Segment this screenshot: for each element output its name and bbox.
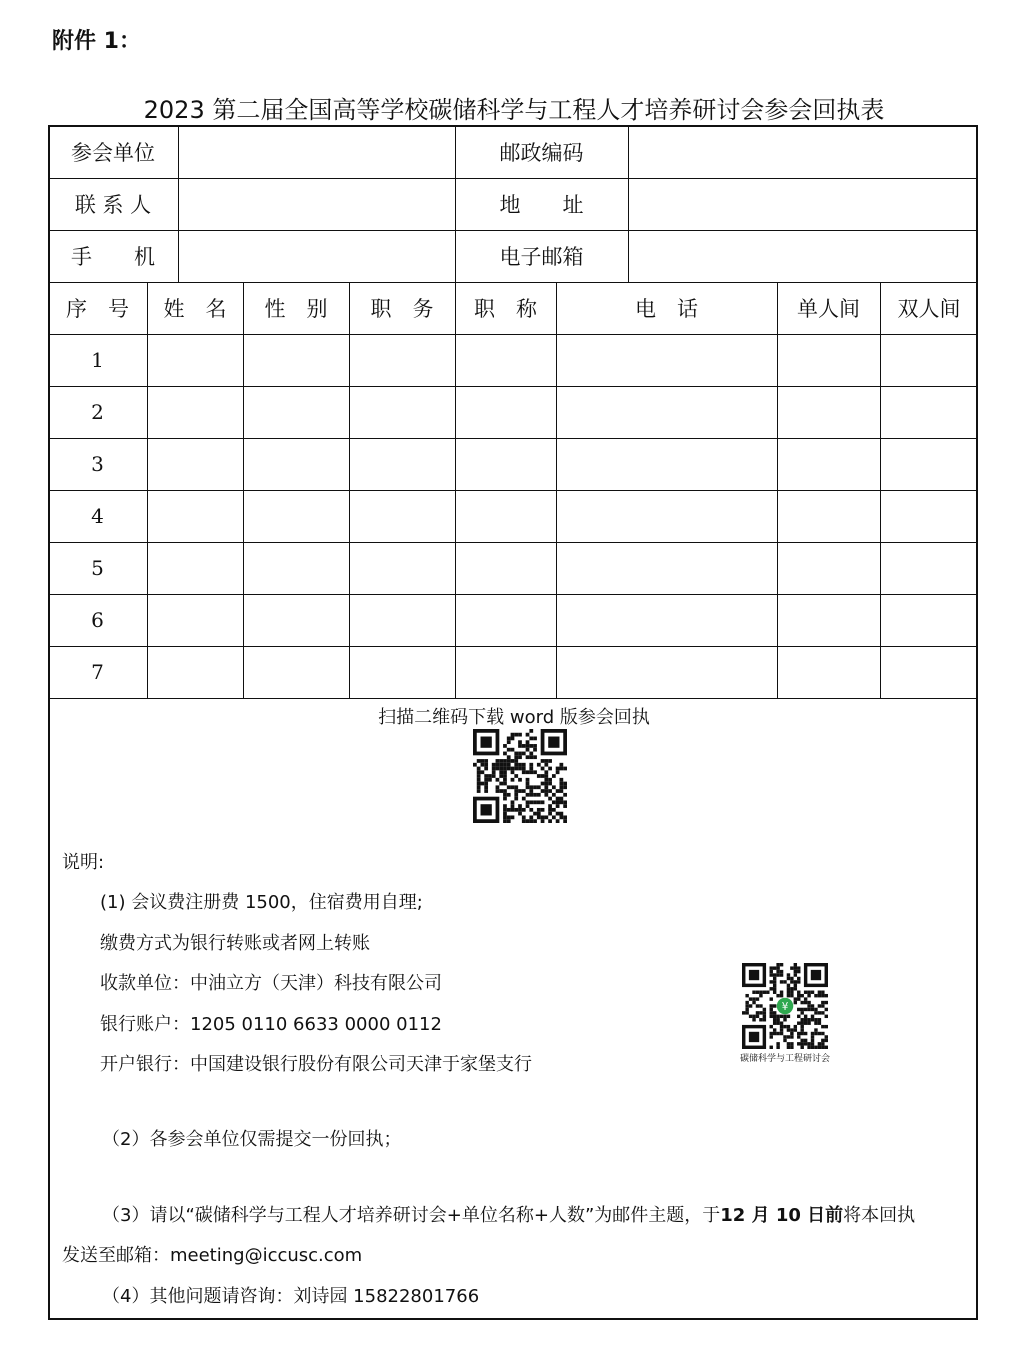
row-index: 4: [91, 504, 104, 528]
row-index: 1: [91, 348, 104, 372]
label-postcode: 邮政编码: [499, 140, 584, 165]
label-address: 地 址: [499, 193, 584, 217]
row-index: 5: [91, 556, 104, 580]
page-title: 2023 第二届全国高等学校碳储科学与工程人才培养研讨会参会回执表: [143, 96, 885, 124]
row-index: 7: [91, 660, 104, 684]
note-email-subject: [102, 1201, 915, 1227]
note-email-subject-pre: （3）请以“碳储科学与工程人才培养研讨会+单位名称+人数”为邮件主题，于: [102, 1205, 721, 1226]
label-mobile: 手 机: [71, 245, 155, 269]
payment-qr-caption: 碳储科学与工程研讨会: [739, 1054, 830, 1064]
note-bank: 开户银行：中国建设银行股份有限公司天津于家堡支行: [100, 1054, 532, 1075]
contact-field[interactable]: [178, 178, 455, 230]
header-name: 姓 名: [163, 297, 227, 321]
header-gender: 性 别: [264, 297, 328, 321]
payment-qr-code[interactable]: [742, 963, 828, 1049]
header-double-room: 双人间: [897, 297, 961, 321]
header-phone: 电 话: [635, 297, 698, 321]
row-index: 6: [91, 608, 104, 632]
row-index: 3: [91, 452, 104, 476]
attachment-label: 附件 1：: [52, 29, 141, 54]
note-contact-person: （4）其他问题请咨询：刘诗园 15822801766: [102, 1286, 480, 1307]
address-field[interactable]: [628, 178, 978, 230]
note-single-receipt: （2）各参会单位仅需提交一份回执；: [102, 1129, 402, 1150]
row-index: 2: [91, 400, 104, 424]
label-contact: 联 系 人: [74, 193, 152, 217]
svg-text:¥: ¥: [781, 1000, 789, 1013]
note-send-to-email: 发送至邮箱：meeting@iccusc.com: [62, 1245, 363, 1266]
email-field[interactable]: [628, 230, 978, 282]
note-deadline: 12 月 10 日前: [720, 1205, 844, 1226]
mobile-field[interactable]: [178, 230, 455, 282]
unit-field[interactable]: [178, 125, 455, 178]
note-account: 银行账户：1205 0110 6633 0000 0112: [100, 1014, 442, 1035]
note-payee: 收款单位：中油立方（天津）科技有限公司: [100, 973, 442, 994]
label-unit: 参会单位: [71, 140, 155, 165]
header-position: 职 务: [370, 297, 434, 321]
note-fee: (1) 会议费注册费 1500，住宿费用自理;: [100, 892, 423, 913]
note-email-subject-post: 将本回执: [843, 1205, 916, 1226]
qr-download-caption: 扫描二维码下载 word 版参会回执: [378, 707, 650, 728]
header-index: 序 号: [66, 297, 129, 321]
notes-heading: 说明:: [62, 852, 105, 873]
note-payment-method: 缴费方式为银行转账或者网上转账: [100, 933, 370, 954]
header-title: 职 称: [474, 297, 537, 321]
label-email: 电子邮箱: [499, 245, 584, 269]
download-qr-code[interactable]: [473, 729, 567, 823]
header-single-room: 单人间: [797, 297, 860, 321]
postcode-field[interactable]: [628, 125, 978, 178]
